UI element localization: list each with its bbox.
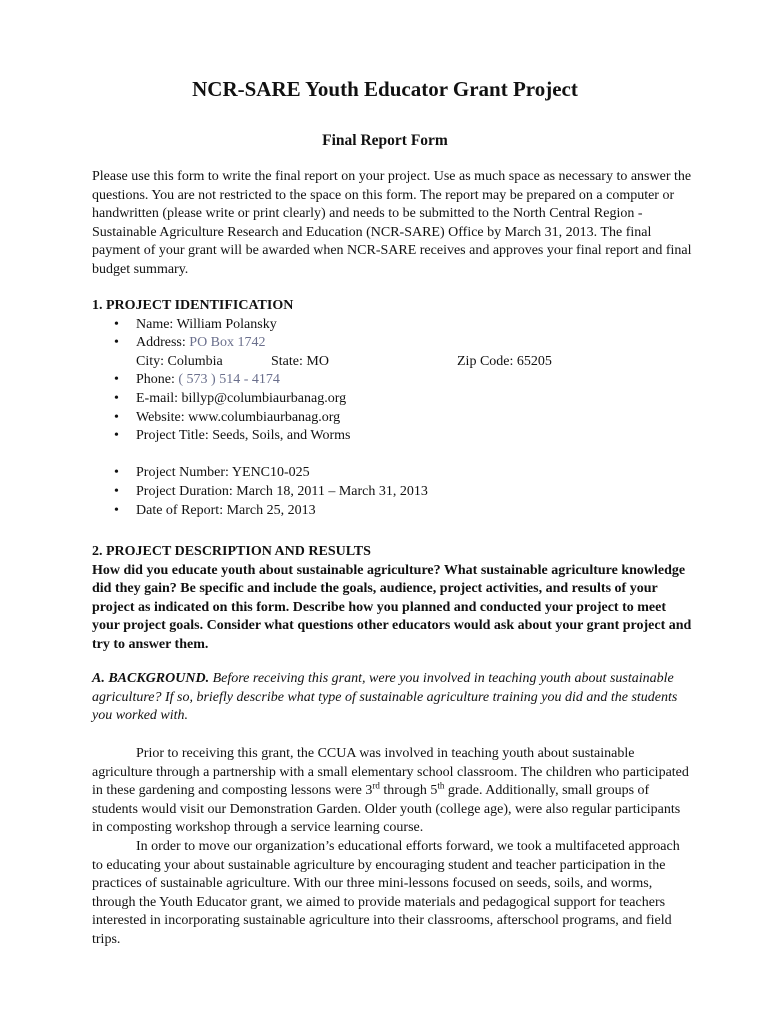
list-item-project-duration: • Project Duration: March 18, 2011 – March 31, 2013 xyxy=(114,483,428,499)
document-title: NCR-SARE Youth Educator Grant Project xyxy=(192,77,578,101)
section-project-identification xyxy=(92,297,692,520)
zip-text: Zip Code: 65205 xyxy=(457,353,552,369)
city-text: City: Columbia xyxy=(136,353,223,369)
list-item-phone: • Phone: ( 573 ) 514 - 4174 xyxy=(114,372,280,388)
background-label: A. BACKGROUND. xyxy=(92,671,210,686)
list-item-address: • Address: PO Box 1742 xyxy=(114,335,266,351)
list-item-website: • Website: www.columbiaurbanag.org xyxy=(114,409,341,425)
list-item-project-number: • Project Number: YENC10-025 xyxy=(114,465,310,481)
list-item-date-of-report: • Date of Report: March 25, 2013 xyxy=(114,502,316,518)
section-questions: How did you educate youth about sustainable agriculture? What sustainable agriculture knowledge did they gain? Be specific and include the goals, audience, project activities, and results of your project as indicated on this form. Describe how you planned and conducted your project to meet your project goals. Consider what questions other educators would ask about your grant project and try to answer them. xyxy=(92,562,692,652)
section-project-description xyxy=(92,543,692,655)
body-paragraph-2: In order to move our organization’s educational efforts forward, we took a multifaceted approach to educating your about sustainable agriculture by encouraging student and teacher participation in the practices of sustainable agriculture. With our three mini-lessons focused on seeds, soils, and worms, through the Youth Educator grant, we aimed to provide materials and pedagogical support for teachers interested in incorporating sustainable agriculture into their classrooms, afterschool programs, and field trips. xyxy=(92,838,680,947)
address-value: PO Box 1742 xyxy=(189,335,266,351)
city-state-zip-line xyxy=(92,353,692,372)
state-text: State: MO xyxy=(271,353,329,369)
list-item-name: • Name: William Polansky xyxy=(114,316,277,332)
identification-list xyxy=(92,316,692,353)
background-prompt xyxy=(92,670,692,726)
intro-paragraph: Please use this form to write the final report on your project. Use as much space as necessary to answer the questions. You are not restricted to the space on this form. The report may be prepared on a computer or handwritten (please write or print clearly) and needs to be submitted to the North Central Region - Sustainable Agriculture Research and Education (NCR-SARE) Office by March 31, 2013. The final payment of your grant will be awarded when NCR-SARE receives and approves your final report and final budget summary. xyxy=(92,169,692,277)
background-question: Before receiving this grant, were you involved in teaching youth about sustainable agriculture? If so, briefly describe what type of sustainable agriculture training you did and the students you worked with. xyxy=(92,671,678,724)
report-body xyxy=(92,745,692,950)
document-subtitle: Final Report Form xyxy=(322,132,448,149)
section-heading: 1. PROJECT IDENTIFICATION xyxy=(92,298,294,313)
list-item-project-title: • Project Title: Seeds, Soils, and Worms xyxy=(114,428,351,444)
phone-value: ( 573 ) 514 - 4174 xyxy=(178,372,280,388)
body-paragraph-1: Prior to receiving this grant, the CCUA was involved in teaching youth about sustainable agriculture through a partnership with a small elementary school classroom. The children who participated in these gardening and composting lessons were 3rd through 5th grade. Additionally, small groups of students would visit our Demonstration Garden. Older youth (college age), were also regular participants in composting workshop through a service learning course. xyxy=(92,746,689,836)
section-heading: 2. PROJECT DESCRIPTION AND RESULTS xyxy=(92,544,371,559)
list-item-email: • E-mail: billyp@columbiaurbanag.org xyxy=(114,390,347,406)
